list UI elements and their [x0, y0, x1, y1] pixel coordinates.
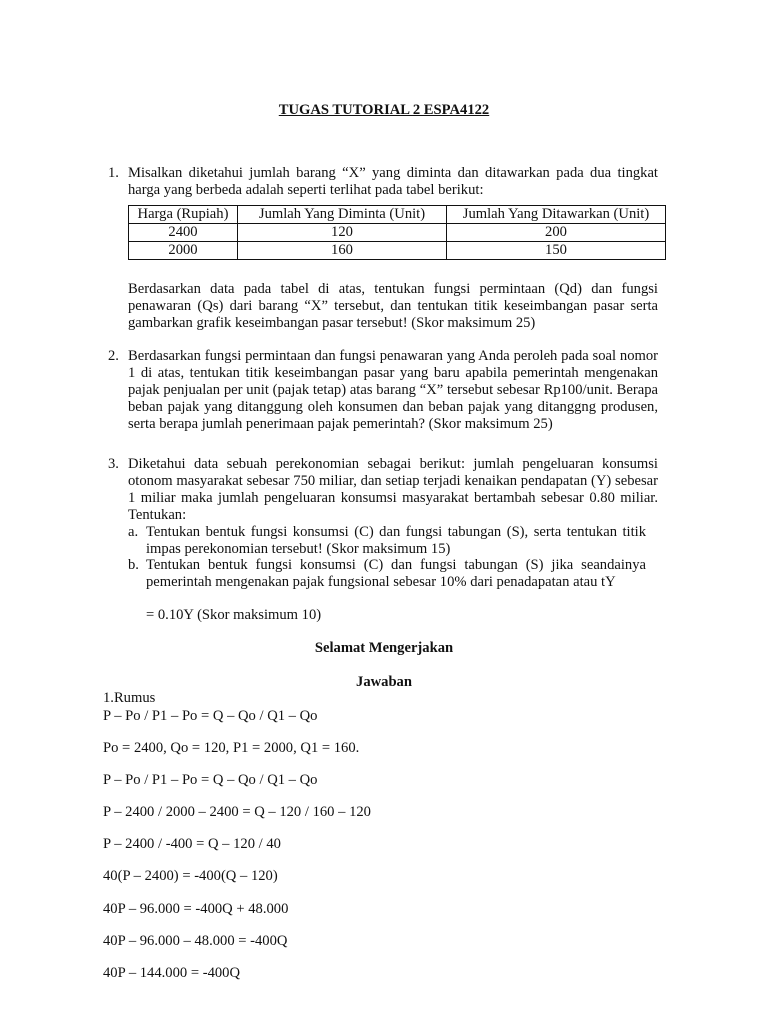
question-3-number: 3. [108, 456, 119, 472]
question-3b-continuation: = 0.10Y (Skor maksimum 10) [146, 607, 322, 623]
table-cell: 150 [447, 242, 666, 260]
answer-line: 1.Rumus [103, 690, 156, 706]
answer-line: P – Po / P1 – Po = Q – Qo / Q1 – Qo [103, 772, 318, 788]
question-3b-text: Tentukan bentuk fungsi konsumsi (C) dan fungsi tabungan (S) jika seandainya pemerintah mengenakan pajak fungsional sebesar 10% dari penadapatan atau tY [146, 557, 646, 590]
answer-line: 40P – 96.000 – 48.000 = -400Q [103, 933, 288, 949]
question-1-number: 1. [108, 165, 119, 181]
table-cell: 2000 [129, 242, 238, 260]
answer-heading: Jawaban [356, 674, 412, 690]
table-header-cell: Jumlah Yang Ditawarkan (Unit) [447, 206, 666, 224]
answer-line: 40P – 96.000 = -400Q + 48.000 [103, 901, 289, 917]
table-row [129, 224, 666, 242]
question-2-number: 2. [108, 348, 119, 364]
answer-line: P – 2400 / 2000 – 2400 = Q – 120 / 160 – 120 [103, 804, 371, 820]
question-1-intro: Misalkan diketahui jumlah barang “X” yang diminta dan ditawarkan pada dua tingkat harga yang berbeda adalah seperti terlihat pada tabel berikut: [128, 165, 658, 198]
data-table [128, 205, 666, 260]
table-row [129, 242, 666, 260]
question-3b-label: b. [128, 557, 139, 573]
question-3a-label: a. [128, 524, 139, 540]
table-cell: 200 [447, 224, 666, 242]
answer-line: 40P – 144.000 = -400Q [103, 965, 241, 981]
table-header-cell: Jumlah Yang Diminta (Unit) [238, 206, 447, 224]
table-header-cell: Harga (Rupiah) [129, 206, 238, 224]
answer-line: Po = 2400, Qo = 120, P1 = 2000, Q1 = 160. [103, 740, 360, 756]
question-3-text: Diketahui data sebuah perekonomian sebagai berikut: jumlah pengeluaran konsumsi otonom masyarakat sebesar 750 miliar, dan setiap terjadi kenaikan pendapatan (Y) sebesar 1 miliar maka jumlah pengeluaran konsumsi masyarakat bertambah sebesar 0.80 miliar. Tentukan: [128, 456, 658, 523]
table-cell: 160 [238, 242, 447, 260]
answer-line: P – Po / P1 – Po = Q – Qo / Q1 – Qo [103, 708, 318, 724]
table-header-row [129, 206, 666, 224]
table-cell: 2400 [129, 224, 238, 242]
answer-line: 40(P – 2400) = -400(Q – 120) [103, 868, 278, 884]
closing-text: Selamat Mengerjakan [314, 640, 454, 656]
page-title: TUGAS TUTORIAL 2 ESPA4122 [278, 102, 490, 118]
question-1-body: Berdasarkan data pada tabel di atas, tentukan fungsi permintaan (Qd) dan fungsi penawaran (Qs) dari barang “X” tersebut, dan tentukan titik keseimbangan pasar serta gambarkan grafik keseimbangan pasar tersebut! (Skor maksimum 25) [128, 281, 658, 331]
question-3a-text: Tentukan bentuk fungsi konsumsi (C) dan fungsi tabungan (S), serta tentukan titik impas perekonomian tersebut! (Skor maksimum 15) [146, 524, 646, 557]
question-2-text: Berdasarkan fungsi permintaan dan fungsi penawaran yang Anda peroleh pada soal nomor 1 di atas, tentukan titik keseimbangan pasar yang baru apabila pemerintah mengenakan pajak penjualan per unit (pajak tetap) atas barang “X” tersebut sebesar Rp100/unit. Berapa beban pajak yang ditanggung oleh konsumen dan beban pajak yang ditanggng produsen, serta berapa jumlah penerimaan pajak pemerintah? (Skor maksimum 25) [128, 348, 658, 432]
answer-line: P – 2400 / -400 = Q – 120 / 40 [103, 836, 281, 852]
table-cell: 120 [238, 224, 447, 242]
